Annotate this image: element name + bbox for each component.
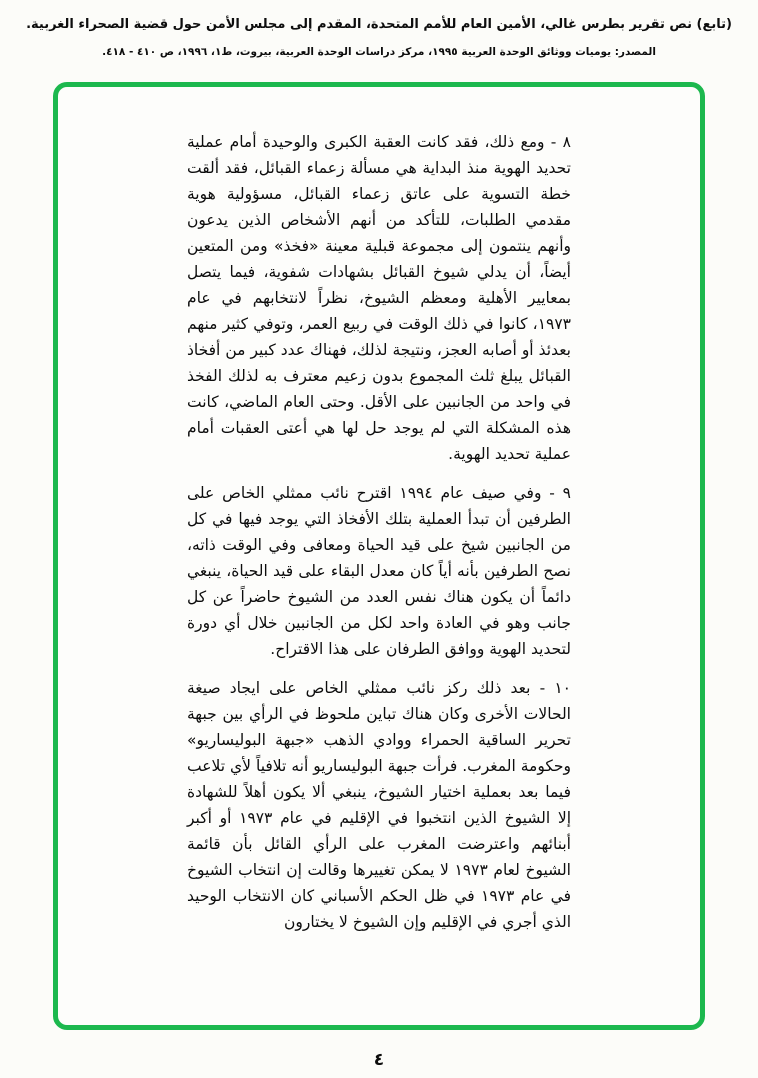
paragraph-9: ٩ - وفي صيف عام ١٩٩٤ اقترح نائب ممثلي الخاص على الطرفين أن تبدأ العملية بتلك الأفخاذ التي يوجد فيها في كل من الجانبين شيخ على قيد الحياة ومعافى وفي الوقت ذاته، نصح الطرفين بأنه أياً كان معدل البقاء على قيد الحياة، ينبغي دائماً أن يكون هناك نفس العدد من الشيوخ حاضراً عن كل جانب وهو في العادة واحد لكل من الجانبين خلال أي دورة لتحديد الهوية ووافق الطرفان على هذا الاقتراح.	[187, 484, 571, 658]
green-frame	[53, 82, 705, 1030]
page-header	[0, 0, 758, 59]
document-title: (تابع) نص تقرير بطرس غالي، الأمين العام للأمم المتحدة، المقدم إلى مجلس الأمن حول قضية الصحراء الغربية.	[26, 17, 732, 32]
source-citation: المصدر: يوميات ووثائق الوحدة العربية ١٩٩٥، مركز دراسات الوحدة العربية، بيروت، ط١، ١٩٩٦، ص ٤١٠ - ٤١٨.	[102, 46, 656, 58]
paragraph-10: ١٠ - بعد ذلك ركز نائب ممثلي الخاص على ايجاد صيغة الحالات الأخرى وكان هناك تباين ملحوظ في الرأي بين جبهة تحرير الساقية الحمراء ووادي الذهب «جبهة البوليساريو» وحكومة المغرب. فرأت جبهة البوليساريو أنه تلافياً لأي تلاعب فيما بعد بعملية اختيار الشيوخ، ينبغي ألا يكون أهلاً للشهادة إلا الشيوخ الذين انتخبوا في الإقليم في عام ١٩٧٣ أو أكبر أبنائهم واعترضت المغرب على الرأي القائل بأن قائمة الشيوخ لعام ١٩٧٣ لا يمكن تغييرها وقالت إن انتخاب الشيوخ في عام ١٩٧٣ في ظل الحكم الأسباني كان الانتخاب الوحيد الذي أجري في الإقليم وإن الشيوخ لا يختارون	[187, 679, 572, 931]
paragraph-8: ٨ - ومع ذلك، فقد كانت العقبة الكبرى والوحيدة أمام عملية تحديد الهوية منذ البداية هي مسألة زعماء القبائل، فقد ألقت خطة التسوية على عاتق زعماء القبائل، مسؤولية هوية مقدمي الطلبات، للتأكد من أنهم الأشخاص الذين يدعون وأنهم ينتمون إلى مجموعة قبلية معينة «فخذ» ومن المتعين أيضاً، أن يدلي شيوخ القبائل بشهادات شفوية، فيما يتصل بمعايير الأهلية ومعظم الشيوخ، نظراً لانتخابهم في عام ١٩٧٣، كانوا في ذلك الوقت في ربيع العمر، وتوفي كثير منهم بعدئذ أو أصابه العجز، ونتيجة لذلك، فهناك عدد كبير من أفخاذ القبائل يبلغ ثلث المجموع بدون زعيم معترف به لذلك الفخذ في واحد من الجانبين على الأقل. وحتى العام الماضي، كانت هذه المشكلة التي لم يوجد حل لها هي أعتى العقبات أمام عملية تحديد الهوية.	[187, 133, 571, 463]
page-number: ٤	[373, 1050, 385, 1070]
text-column	[187, 129, 571, 935]
page-footer	[0, 1050, 758, 1070]
